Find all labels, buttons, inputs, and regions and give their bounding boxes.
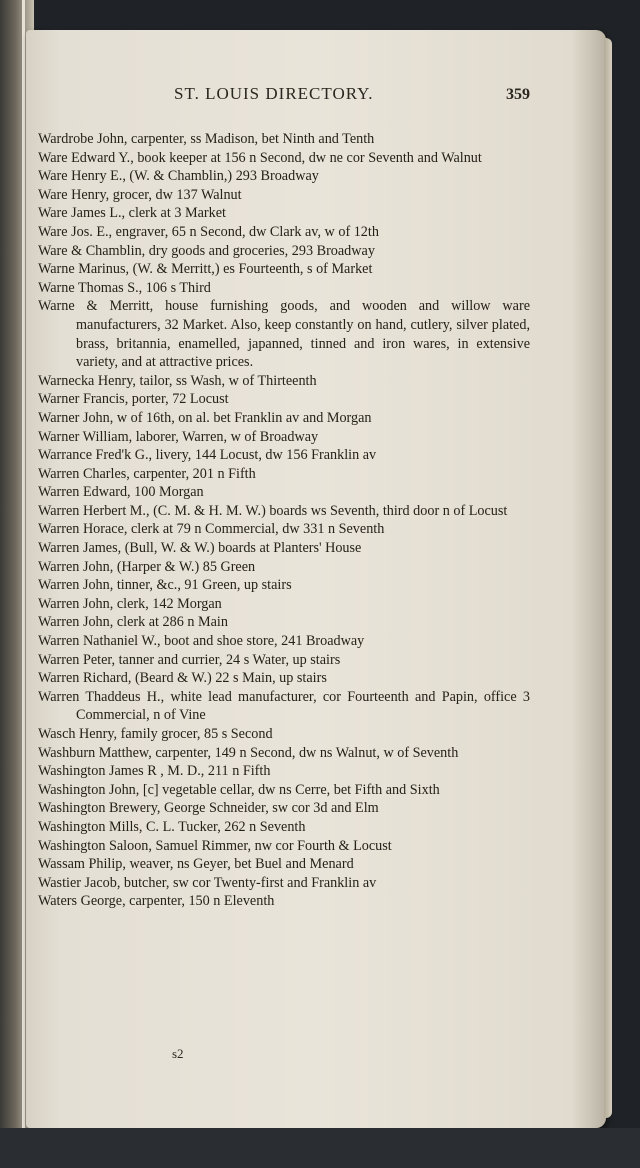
signature-mark: s2: [172, 1046, 184, 1061]
listing-entry: Warren John, tinner, &c., 91 Green, up stairs: [38, 577, 292, 594]
listing-entry: Ware Edward Y., book keeper at 156 n Second, dw ne cor Seventh and Walnut: [38, 149, 482, 166]
listing-entry: Ware Henry E., (W. & Chamblin,) 293 Broadway: [38, 168, 319, 185]
listing-entry: Warren Edward, 100 Morgan: [38, 484, 204, 501]
listing-entry: Ware Jos. E., engraver, 65 n Second, dw Clark av, w of 12th: [38, 223, 379, 240]
page-header: [26, 84, 606, 112]
listing-entry: Warren Richard, (Beard & W.) 22 s Main, up stairs: [38, 670, 327, 687]
listing-entry: Wardrobe John, carpenter, ss Madison, bet Ninth and Tenth: [38, 131, 375, 147]
listing-entry: Warren John, clerk at 286 n Main: [38, 614, 228, 631]
listing-entry: Warren Herbert M., (C. M. & H. M. W.) boards ws Seventh, third door n of Locust: [38, 502, 508, 519]
listing-entry: Warren Peter, tanner and currier, 24 s Water, up stairs: [38, 651, 341, 668]
listing-entry: Warren John, clerk, 142 Morgan: [38, 595, 222, 612]
listing-entry: Warren Thaddeus H., white lead manufacturer, cor Fourteenth and Papin, office 3 Commercial, n of Vine: [38, 688, 530, 724]
listing-entry: Washington Mills, C. L. Tucker, 262 n Seventh: [38, 818, 306, 835]
listing-entry: Warner William, laborer, Warren, w of Broadway: [38, 428, 319, 445]
listing-entry: Wassam Philip, weaver, ns Geyer, bet Buel and Menard: [38, 856, 354, 873]
listing-entry: Washburn Matthew, carpenter, 149 n Second, dw ns Walnut, w of Seventh: [38, 744, 459, 761]
listing-entry: Wasch Henry, family grocer, 85 s Second: [38, 726, 273, 742]
listing-entry: Warren Horace, clerk at 79 n Commercial, dw 331 n Seventh: [38, 521, 385, 538]
listing-entry: Wastier Jacob, butcher, sw cor Twenty-first and Franklin av: [38, 874, 377, 891]
listing-entry: Ware James L., clerk at 3 Market: [38, 205, 226, 222]
listing-entry: Warne Thomas S., 106 s Third: [38, 279, 211, 296]
directory-listings: [38, 130, 530, 911]
directory-page: [26, 30, 606, 1128]
listing-entry: Warne & Merritt, house furnishing goods, and wooden and willow ware manufacturers, 32 Market. Also, keep constantly on hand, cutlery, silver plated, brass, britannia, enamelled, japanned, tinned and iron wares, in extensive variety, and at attractive prices.: [38, 298, 530, 371]
listing-entry: Warnecka Henry, tailor, ss Wash, w of Thirteenth: [38, 372, 317, 389]
running-title: ST. LOUIS DIRECTORY.: [174, 84, 374, 103]
listing-entry: Warren John, (Harper & W.) 85 Green: [38, 558, 256, 575]
listing-entry: Washington Brewery, George Schneider, sw cor 3d and Elm: [38, 800, 379, 817]
listing-entry: Warrance Fred'k G., livery, 144 Locust, dw 156 Franklin av: [38, 447, 377, 464]
listing-entry: Washington Saloon, Samuel Rimmer, nw cor Fourth & Locust: [38, 837, 392, 854]
background-bottom: [0, 1128, 640, 1168]
listing-entry: Warren Nathaniel W., boot and shoe store, 241 Broadway: [38, 633, 365, 650]
listing-entry: Ware Henry, grocer, dw 137 Walnut: [38, 186, 242, 203]
book-spine-edge: [22, 0, 25, 1168]
listing-entry: Washington James R , M. D., 211 n Fifth: [38, 763, 271, 780]
listing-entry: Washington John, [c] vegetable cellar, dw ns Cerre, bet Fifth and Sixth: [38, 781, 440, 798]
listing-entry: Warren James, (Bull, W. & W.) boards at Planters' House: [38, 540, 362, 557]
page-edge-shadow: [604, 38, 612, 1118]
page-number: 359: [506, 86, 530, 103]
listing-entry: Ware & Chamblin, dry goods and groceries, 293 Broadway: [38, 242, 375, 259]
listing-entry: Waters George, carpenter, 150 n Eleventh: [38, 893, 275, 910]
listing-entry: Warren Charles, carpenter, 201 n Fifth: [38, 465, 256, 482]
listing-entry: Warner Francis, porter, 72 Locust: [38, 391, 229, 408]
listing-entry: Warne Marinus, (W. & Merritt,) es Fourteenth, s of Market: [38, 261, 373, 278]
listing-entry: Warner John, w of 16th, on al. bet Franklin av and Morgan: [38, 409, 372, 426]
